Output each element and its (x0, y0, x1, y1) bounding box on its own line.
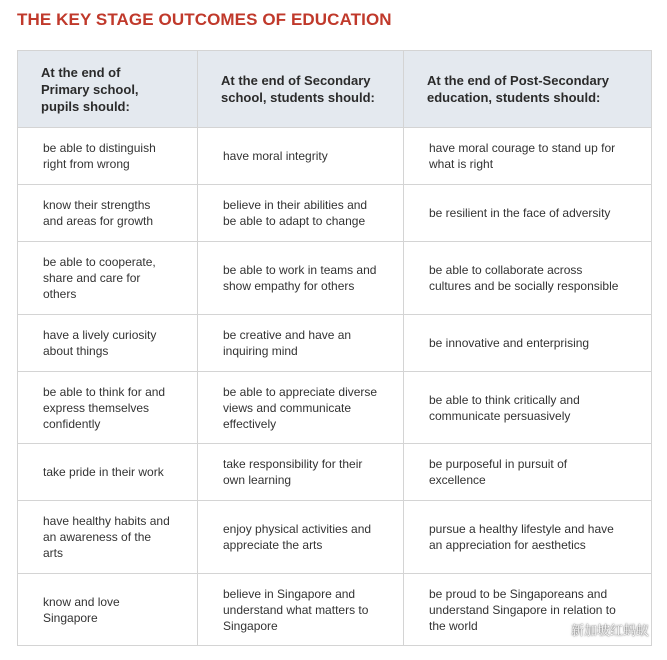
cell-primary: be able to cooperate, share and care for others (18, 242, 198, 315)
page-title: THE KEY STAGE OUTCOMES OF EDUCATION (17, 10, 392, 29)
cell-secondary: enjoy physical activities and appreciate the arts (198, 501, 404, 574)
cell-secondary: take responsibility for their own learning (198, 444, 404, 501)
cell-post-secondary: be able to think critically and communicate persuasively (404, 372, 652, 444)
cell-post-secondary: have moral courage to stand up for what is right (404, 128, 652, 185)
cell-secondary: believe in Singapore and understand what matters to Singapore (198, 574, 404, 646)
cell-primary: know their strengths and areas for growth (18, 185, 198, 242)
header-post-secondary: At the end of Post-Secondary education, students should: (404, 51, 652, 128)
table-row (18, 315, 652, 372)
cell-secondary: be creative and have an inquiring mind (198, 315, 404, 372)
table-row (18, 185, 652, 242)
cell-primary: know and love Singapore (18, 574, 198, 646)
cell-post-secondary: be purposeful in pursuit of excellence (404, 444, 652, 501)
cell-secondary: be able to appreciate diverse views and communicate effectively (198, 372, 404, 444)
cell-secondary: have moral integrity (198, 128, 404, 185)
cell-post-secondary: be able to collaborate across cultures and be socially responsible (404, 242, 652, 315)
cell-post-secondary: be innovative and enterprising (404, 315, 652, 372)
cell-primary: take pride in their work (18, 444, 198, 501)
cell-primary: have a lively curiosity about things (18, 315, 198, 372)
wechat-icon (543, 621, 565, 639)
cell-secondary: be able to work in teams and show empathy for others (198, 242, 404, 315)
watermark (543, 620, 649, 639)
cell-post-secondary: pursue a healthy lifestyle and have an appreciation for aesthetics (404, 501, 652, 574)
table-row (18, 501, 652, 574)
header-secondary: At the end of Secondary school, students should: (198, 51, 404, 128)
table-row (18, 444, 652, 501)
cell-post-secondary: be resilient in the face of adversity (404, 185, 652, 242)
table-row (18, 372, 652, 444)
table-row (18, 242, 652, 315)
table-header-row (18, 51, 652, 128)
cell-primary: be able to distinguish right from wrong (18, 128, 198, 185)
outcomes-table (17, 50, 652, 646)
watermark-text: 新加坡红蚂蚁 (570, 623, 649, 638)
cell-secondary: believe in their abilities and be able to adapt to change (198, 185, 404, 242)
table-row (18, 128, 652, 185)
cell-post-secondary: be proud to be Singaporeans and understand Singapore in relation to the world (404, 574, 652, 646)
header-primary: At the end of Primary school, pupils should: (18, 51, 198, 128)
cell-primary: have healthy habits and an awareness of the arts (18, 501, 198, 574)
cell-primary: be able to think for and express themselves confidently (18, 372, 198, 444)
